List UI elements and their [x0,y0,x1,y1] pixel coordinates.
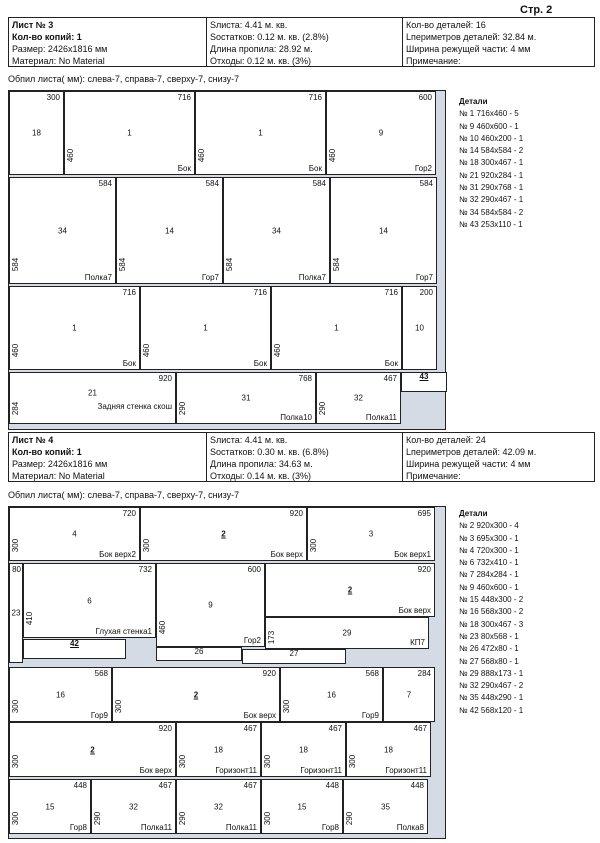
part-number: 16 [56,690,65,699]
part-number: 18 [32,128,41,138]
part-number: 18 [384,745,393,754]
part-number: 14 [165,226,174,235]
part-width: 80 [12,565,21,574]
sheet-size: Размер: 2426x1816 мм [12,44,108,54]
part-height: 290 [178,401,188,416]
part-width: 200 [419,288,433,297]
trim-info: Обпил листа( мм): слева-7, справа-7, сверху-7, снизу-7 [8,74,240,84]
sheet-3-layout [8,90,446,430]
part-number: 21 [88,388,97,398]
part-width: 448 [73,781,87,790]
part-name: Бок [308,164,322,173]
part[interactable] [402,286,437,370]
copies: Кол-во копий: 1 [12,32,82,42]
strip-part[interactable] [23,639,126,659]
part[interactable] [116,177,223,284]
part-width: 568 [365,669,379,678]
sheet-4-layout [8,506,446,839]
part-name: Полка11 [365,413,397,422]
cut-length: Длина пропила: 34.63 м. [210,459,313,469]
part-name: Гор7 [415,273,433,282]
part[interactable] [271,286,402,370]
part-width: 716 [177,93,191,102]
rest-area: Sостатков: 0.30 м. кв. (6.8%) [210,447,329,457]
part-height: 290 [318,401,328,416]
part-width: 467 [413,724,427,733]
note: Примечание: [406,56,461,66]
part-name: Гор2 [414,164,432,173]
part-number: 14 [379,226,388,235]
part-width: 584 [98,179,112,188]
part-width: 448 [325,781,339,790]
part-height: 460 [158,620,168,635]
sheet-title: Лист № 3 [12,20,54,30]
part[interactable] [261,722,346,777]
strip-part[interactable] [401,372,447,392]
perimeter: Lпериметров деталей: 42.09 м. [406,447,537,457]
sheet-area: Sлиста: 4.41 м. кв. [210,435,288,445]
part-name: Гор9 [90,711,108,720]
part[interactable] [343,779,428,834]
part-number: 9 [208,600,213,610]
part-width: 584 [312,179,326,188]
part-height: 300 [114,699,124,714]
part-number: 1 [258,128,263,138]
part[interactable] [64,91,195,175]
part-height: 584 [11,257,21,272]
part-label: 42 [70,639,79,648]
part-number: 10 [415,323,424,333]
part-number: 32 [129,802,138,811]
part-width: 467 [243,724,257,733]
part[interactable] [9,372,176,424]
part-name: Гор9 [361,711,379,720]
part-width: 600 [247,565,261,574]
part-height: 300 [11,699,21,714]
sheet-title: Лист № 4 [12,435,54,445]
cut-length: Длина пропила: 28.92 м. [210,44,313,54]
part-name: Гор2 [243,636,261,645]
part[interactable] [176,372,316,424]
part[interactable] [9,722,176,777]
part[interactable] [9,91,64,175]
part-height: 300 [309,538,319,553]
page-number: Стр. 2 [520,4,553,16]
waste: Отходы: 0.14 м. кв. (3%) [210,471,311,481]
part-width: 284 [417,669,431,678]
part-label: 26 [194,647,204,656]
parts-count: Кол-во деталей: 24 [406,435,486,445]
kerf: Ширина режущей части: 4 мм [406,44,531,54]
part-width: 600 [418,93,432,102]
part-number: 31 [241,393,251,403]
part-name: Гор7 [201,273,219,282]
part-width: 920 [289,509,303,518]
part-name: Бок верх2 [99,550,136,559]
part-name: Глухая стенка1 [95,627,152,636]
part[interactable] [330,177,437,284]
part-height: 460 [142,343,152,358]
part-width: 920 [158,374,172,383]
part-name: Полка10 [280,413,312,422]
part-name: Бок верх [243,711,276,720]
part[interactable] [9,563,23,663]
part-name: Горизонт11 [215,766,257,775]
part-height: 460 [66,148,76,163]
part[interactable] [9,286,140,370]
part-number: 6 [87,596,92,605]
part-name: Полка7 [298,273,326,282]
part[interactable] [223,177,330,284]
part-number: 34 [58,226,67,235]
part[interactable] [261,779,343,834]
part[interactable] [280,667,383,722]
part-height: 290 [178,811,188,826]
part-number: 23 [11,608,21,618]
part-number: 29 [342,628,352,638]
part-width: 695 [417,509,431,518]
strip-part[interactable] [242,649,346,664]
part-name: Бок верх [139,766,172,775]
part-number: 9 [378,128,384,138]
part-name: Бок верх [270,550,303,559]
part-number: 1 [334,323,339,333]
part-height: 300 [178,754,188,769]
part-height: 584 [332,257,342,272]
part-number: 34 [272,226,281,235]
part-height: 584 [118,257,128,272]
part-height: 460 [197,148,207,163]
part-width: 300 [46,93,60,102]
part-height: 300 [11,754,21,769]
part-height: 300 [348,754,358,769]
part-height: 300 [282,699,292,714]
part-number: 18 [299,745,308,754]
sheet-4-header [8,432,595,482]
material: Материал: No Material [12,56,105,66]
part-number: 18 [214,745,223,754]
material: Материал: No Material [12,471,105,481]
part-width: 768 [298,374,312,383]
part-height: 460 [273,343,283,358]
part-width: 716 [122,288,136,297]
part-name: Бок верх [398,606,431,615]
part-width: 448 [410,781,424,790]
part-number: 2 [90,745,95,754]
copies: Кол-во копий: 1 [12,447,82,457]
part-width: 467 [243,781,257,790]
part-height: 300 [142,538,152,553]
part-number: 2 [347,585,353,595]
part-number: 15 [297,802,307,811]
part-height: 290 [93,811,103,826]
part[interactable] [112,667,280,722]
part-name: Гор8 [321,823,339,832]
part[interactable] [9,507,140,561]
part[interactable] [326,91,436,175]
part-height: 290 [345,811,355,826]
part-name: Бок [253,359,267,368]
part-name: Бок [122,359,136,368]
part[interactable] [316,372,401,424]
part[interactable] [265,563,435,617]
part-name: Полка8 [396,823,424,832]
part-name: Бок [177,164,191,173]
part-height: 300 [11,538,21,553]
part-width: 584 [419,179,433,188]
part-name: Бок верх1 [394,550,431,559]
part-height: 300 [263,754,273,769]
part-height: 300 [263,811,273,826]
sheet-4-legend: Детали № 2 920x300 - 4 № 3 695x300 - 1 № 4 720x300 - 1 № 6 732x410 - 1 № 7 284x284 - 1 № 9 460x600 - 1 № 15 448x300 - 2 № 16 568x300 - 2 № 18 300x467 - 3 № 23 80x568 - 1 № 26 472x80 - 1 № 27 568x80 - 1 № 29 888x173 - 1 № 32 290x467 - 2 № 35 448x290 - 1 № 42 568x120 - 1 [459,509,524,715]
part[interactable] [9,177,116,284]
waste: Отходы: 0.12 м. кв. (3%) [210,56,311,66]
trim-info: Обпил листа( мм): слева-7, справа-7, сверху-7, снизу-7 [8,490,240,500]
part-number: 1 [127,128,132,138]
part-name: Полка11 [225,823,257,832]
part-width: 716 [308,93,322,102]
part-height: 460 [328,148,338,163]
part-number: 35 [381,802,390,811]
part-width: 568 [94,669,108,678]
part-number: 16 [327,690,336,699]
part[interactable] [140,507,307,561]
part-name: Бок [384,359,398,368]
part[interactable] [176,779,261,834]
part-width: 716 [253,288,267,297]
part-width: 467 [158,781,172,790]
parts-count: Кол-во деталей: 16 [406,20,486,30]
sheet-3-header [8,17,595,67]
part[interactable] [307,507,435,561]
part[interactable] [176,722,261,777]
part-width: 467 [383,374,397,383]
sheet-3-legend: Детали № 1 716x460 - 5 № 9 460x600 - 1 № 10 460x200 - 1 № 14 584x584 - 2 № 18 300x467 - 1 № 21 920x284 - 1 № 31 290x768 - 1 № 32 290x467 - 1 № 34 584x584 - 2 № 43 253x110 - 1 [459,97,524,229]
part[interactable] [9,667,112,722]
part-number: 2 [221,529,226,539]
part-label: 43 [419,372,429,381]
rest-area: Sостатков: 0.12 м. кв. (2.8%) [210,32,329,42]
part[interactable] [156,563,265,647]
part-name: Задняя стенка скош [97,402,172,411]
part-height: 284 [11,401,21,416]
part-name: КП7 [410,638,425,647]
part-name: Горизонт11 [300,766,342,775]
part-label: 27 [289,649,299,658]
part-number: 7 [406,690,412,699]
part[interactable] [91,779,176,834]
part-width: 584 [205,179,219,188]
note: Примечание: [406,471,461,481]
part-name: Горизонт11 [385,766,427,775]
strip-part[interactable] [156,647,242,661]
part[interactable] [9,779,91,834]
part[interactable] [383,667,435,722]
part-name: Гор8 [69,823,87,832]
part-width: 920 [417,565,431,574]
part-height: 300 [11,811,21,826]
part-height: 584 [225,257,235,272]
part-width: 920 [158,724,172,733]
part[interactable] [346,722,431,777]
part-number: 32 [354,393,363,403]
part-height: 173 [267,630,277,645]
sheet-area: Sлиста: 4.41 м. кв. [210,20,288,30]
part-height: 460 [11,343,21,358]
part[interactable] [265,617,429,649]
part-number: 15 [45,802,55,811]
part-name: Полка11 [140,823,172,832]
part[interactable] [195,91,326,175]
part-height: 410 [25,611,35,626]
part[interactable] [140,286,271,370]
part-width: 467 [328,724,342,733]
part-width: 720 [122,509,136,518]
part-number: 32 [214,802,223,811]
part-width: 716 [384,288,398,297]
part-number: 1 [203,323,208,333]
perimeter: Lпериметров деталей: 32.84 м. [406,32,537,42]
sheet-size: Размер: 2426x1816 мм [12,459,108,469]
part-name: Полка7 [84,273,112,282]
part-number: 3 [368,529,374,539]
kerf: Ширина режущей части: 4 мм [406,459,531,469]
part-number: 2 [193,690,199,699]
part-width: 732 [138,565,152,574]
part[interactable] [23,563,156,638]
part-number: 1 [72,323,77,333]
part-number: 4 [72,529,77,539]
part-width: 920 [262,669,276,678]
